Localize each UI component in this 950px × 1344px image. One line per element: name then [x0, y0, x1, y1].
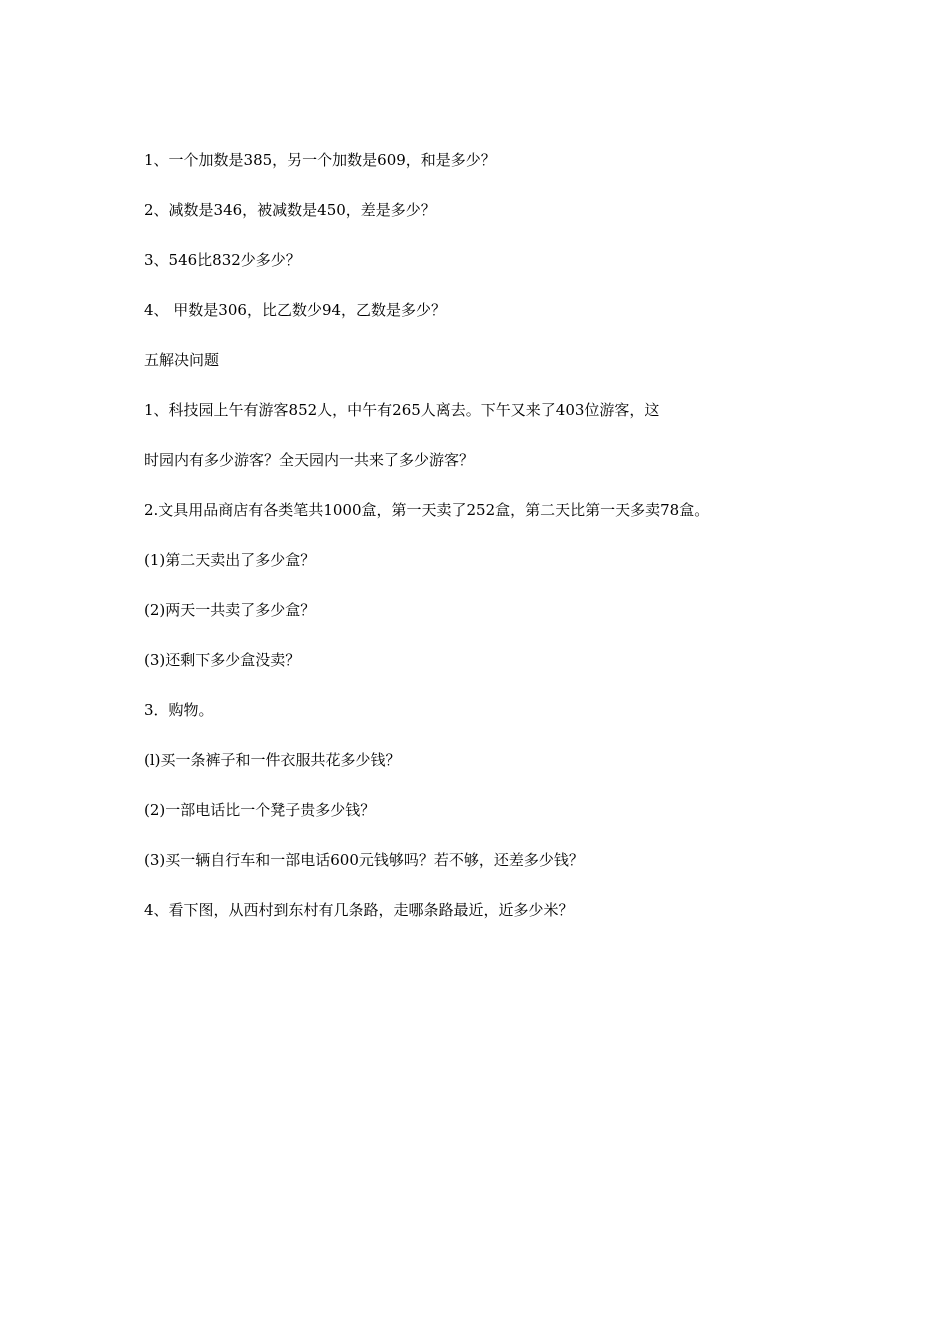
question-3: 3、546比832少多少？	[144, 251, 301, 269]
problem-3-part-2: (2)一部电话比一个凳子贵多少钱？	[144, 801, 376, 819]
problem-3-part-3: (3)买一辆自行车和一部电话600元钱够吗？若不够，还差多少钱？	[144, 851, 584, 869]
problem-2-intro: 2.文具用品商店有各类笔共1000盒，第一天卖了252盒，第二天比第一天多卖78盒。	[144, 501, 710, 519]
problem-3-title: 3．购物。	[144, 701, 214, 719]
question-1: 1、一个加数是385，另一个加数是609，和是多少？	[144, 151, 496, 169]
problem-3-part-1: (l)买一条裤子和一件衣服共花多少钱？	[144, 751, 401, 769]
problem-2-part-1: (1)第二天卖出了多少盒？	[144, 551, 316, 569]
question-2: 2、减数是346，被减数是450，差是多少？	[144, 201, 436, 219]
problem-4: 4、看下图，从西村到东村有几条路，走哪条路最近，近多少米？	[144, 901, 574, 919]
question-4: 4、 甲数是306，比乙数少94，乙数是多少？	[144, 301, 447, 319]
problem-2-part-3: (3)还剩下多少盒没卖？	[144, 651, 301, 669]
problem-1-line-1: 1、科技园上午有游客852人，中午有265人离去。下午又来了403位游客，这	[144, 401, 660, 419]
problem-1-line-2: 时园内有多少游客？全天园内一共来了多少游客？	[144, 451, 475, 469]
section-five-heading: 五解决问题	[144, 351, 220, 369]
problem-2-part-2: (2)两天一共卖了多少盒？	[144, 601, 316, 619]
